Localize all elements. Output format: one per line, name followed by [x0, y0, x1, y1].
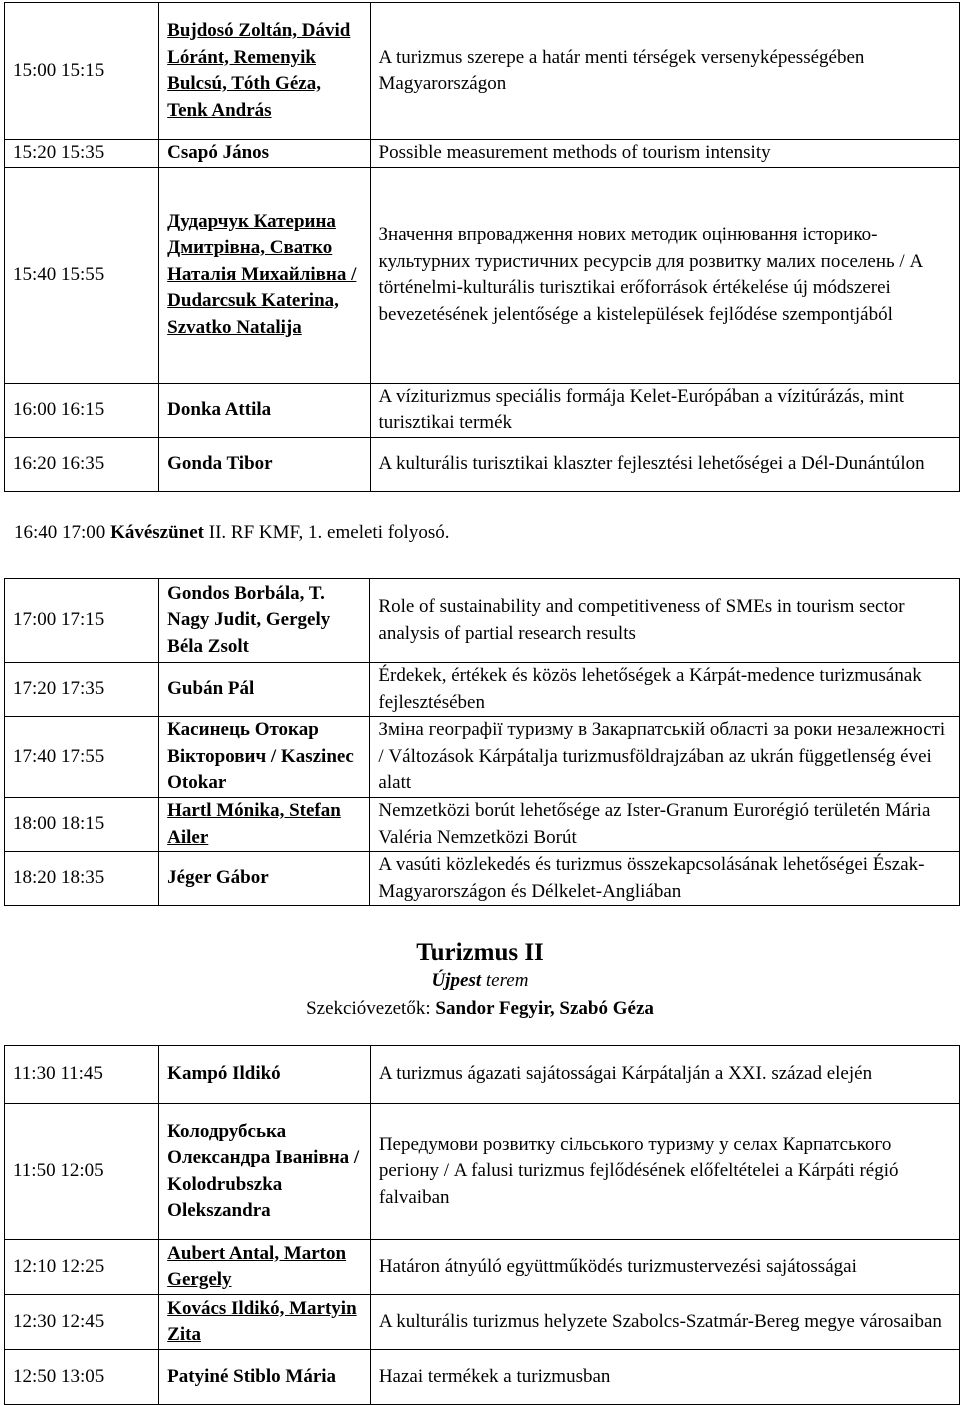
break-label: Kávészünet: [110, 522, 204, 543]
program-table-1: [4, 2, 960, 492]
speaker-cell: Aubert Antal, Marton Gergely: [159, 1240, 371, 1295]
program-table-3: [4, 1045, 960, 1405]
title-cell: A kulturális turisztikai klaszter fejlesztési lehetőségei a Dél-Dunántúlon: [370, 437, 959, 491]
time-cell: 15:00 15:15: [5, 3, 159, 140]
table-row: [5, 1295, 960, 1350]
speaker-cell: Касинець Отокар Вікторович / Kaszinec Otokar: [159, 717, 370, 798]
title-cell: A víziturizmus speciális formája Kelet-Európában a vízitúrázás, mint turisztikai termék: [370, 383, 959, 437]
break-place: II. RF KMF, 1. emeleti folyosó.: [208, 522, 450, 543]
title-cell: Possible measurement methods of tourism intensity: [370, 140, 959, 168]
table-row: [5, 717, 960, 798]
section-header: [0, 938, 960, 1024]
title-cell: Передумови розвитку сільського туризму у селах Карпатського регіону / A falusi turizmus fejlődésének előfeltételei a Kárpáti régió falvaiban: [370, 1104, 959, 1240]
speaker-cell: Patyiné Stiblo Mária: [159, 1350, 371, 1405]
speaker-cell: Колодрубська Олександра Іванівна / Kolodrubszka Olekszandra: [159, 1104, 371, 1240]
title-cell: A kulturális turizmus helyzete Szabolcs-Szatmár-Bereg megye városaiban: [370, 1295, 959, 1350]
speaker-cell: Kovács Ildikó, Martyin Zita: [159, 1295, 371, 1350]
title-cell: A turizmus szerepe a határ menti térségek versenyképességében Magyarországon: [370, 3, 959, 140]
speaker-cell: Gonda Tibor: [159, 437, 370, 491]
time-cell: 16:20 16:35: [5, 437, 159, 491]
table-row: [5, 3, 960, 140]
time-cell: 15:20 15:35: [5, 140, 159, 168]
table-row: [5, 579, 960, 663]
speaker-cell: Gubán Pál: [159, 663, 370, 717]
time-cell: 12:50 13:05: [5, 1350, 159, 1405]
speaker-cell: Donka Attila: [159, 383, 370, 437]
speaker-cell: Gondos Borbála, T. Nagy Judit, Gergely Béla Zsolt: [159, 579, 370, 663]
time-cell: 17:20 17:35: [5, 663, 159, 717]
table-row: [5, 383, 960, 437]
speaker-cell: Csapó János: [159, 140, 370, 168]
table-row: [5, 1104, 960, 1240]
section-room: [0, 968, 960, 994]
speaker-cell: Дударчук Катерина Дмитрівна, Сватко Наталія Михайлівна / Dudarcsuk Katerina, Szvatko Natalija: [159, 167, 370, 383]
title-cell: Határon átnyúló együttműködés turizmustervezési sajátosságai: [370, 1240, 959, 1295]
table-row: [5, 663, 960, 717]
leaders-label: Szekcióvezetők:: [306, 998, 431, 1019]
time-cell: 17:00 17:15: [5, 579, 159, 663]
table-row: [5, 1240, 960, 1295]
table-row: [5, 1046, 960, 1104]
program-table-2: [4, 578, 960, 906]
title-cell: Érdekek, értékek és közös lehetőségek a Kárpát-medence turizmusának fejlesztésében: [370, 663, 960, 717]
time-cell: 12:10 12:25: [5, 1240, 159, 1295]
room-name: Újpest: [431, 970, 482, 991]
title-cell: Зміна географії туризму в Закарпатській області за роки незалежності / Változások Kárpátalja turizmusföldrajzában az ukrán függetlenség évei alatt: [370, 717, 960, 798]
table-row: [5, 167, 960, 383]
time-cell: 11:30 11:45: [5, 1046, 159, 1104]
title-cell: Значення впровадження нових методик оцінювання історико-культурних туристичних ресурсів для розвитку малих поселень / A történelmi-kulturális turisztikai erőforrások értékelése új módszerei bevezetésének jelentősége a kistelepülések fejlődése szempontjából: [370, 167, 959, 383]
coffee-break-line: [14, 522, 449, 544]
speaker-cell: Hartl Mónika, Stefan Ailer: [159, 798, 370, 852]
speaker-cell: Jéger Gábor: [159, 852, 370, 906]
time-cell: 11:50 12:05: [5, 1104, 159, 1240]
table-row: [5, 140, 960, 168]
speaker-cell: Bujdosó Zoltán, Dávid Lóránt, Remenyik Bulcsú, Tóth Géza, Tenk András: [159, 3, 370, 140]
table-row: [5, 798, 960, 852]
table-row: [5, 1350, 960, 1405]
leaders-names: Sandor Fegyir, Szabó Géza: [435, 998, 654, 1019]
section-leaders: [0, 994, 960, 1024]
time-cell: 16:00 16:15: [5, 383, 159, 437]
room-word: terem: [485, 970, 529, 991]
table-row: [5, 437, 960, 491]
title-cell: Nemzetközi borút lehetősége az Ister-Granum Eurorégió területén Mária Valéria Nemzetközi Borút: [370, 798, 960, 852]
time-cell: 18:00 18:15: [5, 798, 159, 852]
table-row: [5, 852, 960, 906]
title-cell: Hazai termékek a turizmusban: [370, 1350, 959, 1405]
speaker-cell: Kampó Ildikó: [159, 1046, 371, 1104]
section-title: Turizmus II: [416, 939, 544, 966]
break-time: 16:40 17:00: [14, 522, 106, 543]
time-cell: 15:40 15:55: [5, 167, 159, 383]
title-cell: A vasúti közlekedés és turizmus összekapcsolásának lehetőségei Észak-Magyarországon és Délkelet-Angliában: [370, 852, 960, 906]
time-cell: 12:30 12:45: [5, 1295, 159, 1350]
time-cell: 18:20 18:35: [5, 852, 159, 906]
time-cell: 17:40 17:55: [5, 717, 159, 798]
title-cell: A turizmus ágazati sajátosságai Kárpátalján a XXI. század elején: [370, 1046, 959, 1104]
title-cell: Role of sustainability and competitiveness of SMEs in tourism sector analysis of partial research results: [370, 579, 960, 663]
